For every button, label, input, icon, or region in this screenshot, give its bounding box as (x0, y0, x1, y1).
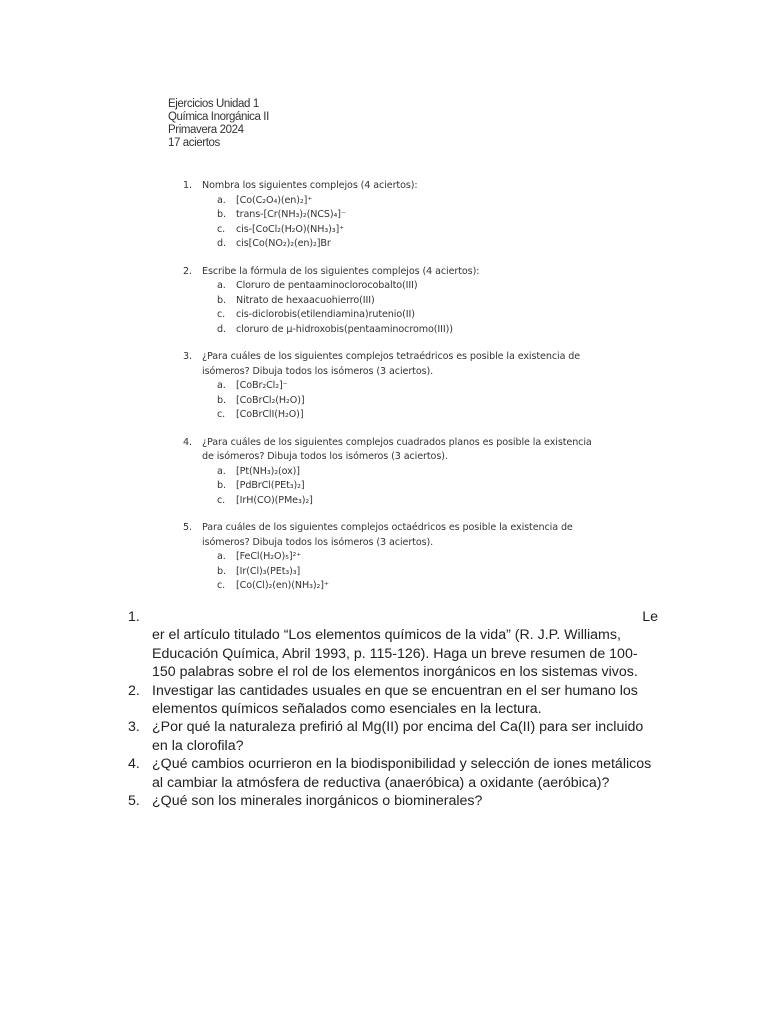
list-item (128, 718, 658, 755)
list-item: c. [Co(Cl)₂(en)(NH₃)₂]⁺ (217, 580, 329, 591)
list-item: b. Nitrato de hexaacuohierro(III) (217, 294, 375, 306)
header-title: Ejercicios Unidad 1 (168, 98, 259, 110)
exercise-text: Escribe la fórmula de los siguientes complejos (4 aciertos): (202, 265, 480, 277)
list-item: c. cis-diclorobis(etilendiamina)rutenio(II) (217, 309, 415, 320)
list-item (128, 755, 658, 792)
exercise-text: Nombra los siguientes complejos (4 aciertos): (202, 180, 418, 191)
exercise-2 (183, 265, 603, 338)
list-item: c. [IrH(CO)(PMe₃)₂] (217, 494, 313, 506)
first-word: Le (642, 609, 658, 625)
scanned-exercise-list (183, 179, 603, 607)
list-item (128, 792, 658, 810)
list-item: b. [PdBrCl(PEt₃)₂] (217, 480, 305, 491)
item-text: ¿Qué cambios ocurrieron en la biodisponibilidad y selección de iones metálicos al cambiar la atmósfera de reductiva (anaeróbica) a oxidante (aeróbica)? (152, 756, 652, 791)
reading-questions-list (128, 608, 658, 810)
list-item: b. [CoBrCl₂(H₂O)] (217, 394, 305, 406)
exercise-5 (183, 521, 603, 594)
exercise-number: 3. (183, 351, 192, 362)
list-item: d. cis[Co(NO₂)₂(en)₂]Br (217, 238, 331, 249)
header-term: Primavera 2024 (168, 124, 244, 136)
exercise-text: ¿Para cuáles de los siguientes complejos cuadrados planos es posible la existencia (202, 436, 592, 448)
list-item: a. [FeCl(H₂O)₅]²⁺ (217, 551, 302, 562)
list-item (128, 608, 658, 682)
header-points: 17 aciertos (168, 137, 220, 149)
item-text: Investigar las cantidades usuales en que se encuentran en el ser humano los elementos químicos señalados como esenciales en la lectura. (152, 682, 638, 718)
list-item: b. [Ir(Cl)₃(PEt₃)₃] (217, 565, 301, 577)
item-number: 4. (128, 756, 140, 773)
item-text: ¿Qué son los minerales inorgánicos o biominerales? (152, 793, 483, 810)
exercise-text: Para cuáles de los siguientes complejos octaédricos es posible la existencia de (202, 522, 573, 533)
list-item: a. [Pt(NH₃)₂(ox)] (217, 465, 300, 477)
item-number: 1. (128, 609, 140, 625)
item-number: 5. (128, 793, 140, 810)
list-item: a. [CoBr₂Cl₂]⁻ (217, 380, 288, 391)
item-number: 2. (128, 682, 140, 699)
exercise-4 (183, 436, 603, 509)
list-item: c. cis-[CoCl₂(H₂O)(NH₃)₃]⁺ (217, 223, 345, 235)
exercise-3 (183, 350, 603, 423)
exercise-text: isómeros? Dibuja todos los isómeros (3 aciertos). (202, 536, 434, 548)
list-item: c. [CoBrClI(H₂O)] (217, 409, 304, 420)
exercise-number: 5. (183, 522, 192, 533)
item-text: ¿Por qué la naturaleza prefirió al Mg(II) por encima del Ca(II) para ser incluido en la clorofila? (152, 719, 644, 754)
exercise-text: ¿Para cuáles de los siguientes complejos tetraédricos es posible la existencia de (202, 351, 581, 362)
exercise-number: 1. (183, 180, 192, 191)
exercise-text: isómeros? Dibuja todos los isómeros (3 aciertos). (202, 365, 434, 377)
exercise-number: 2. (183, 265, 192, 277)
list-item: a. [Co(C₂O₄)(en)₂]⁺ (217, 194, 313, 206)
exercise-text: de isómeros? Dibuja todos los isómeros (3 aciertos). (202, 451, 448, 462)
document-header (168, 98, 269, 150)
item-text: er el artículo titulado “Los elementos químicos de la vida” (R. J.P. Williams, Educación Química, Abril 1993, p. 115-126). Haga un breve resumen de 100-150 palabras sobre el rol de los elementos inorgánicos en los sistemas vivos. (152, 627, 638, 681)
list-item: a. Cloruro de pentaaminoclorocobalto(III) (217, 280, 418, 291)
list-item (128, 682, 658, 719)
exercise-1 (183, 179, 603, 252)
header-course: Química Inorgánica II (168, 111, 269, 123)
item-number: 3. (128, 719, 140, 736)
list-item: d. cloruro de μ-hidroxobis(pentaaminocromo(III)) (217, 323, 453, 335)
list-item: b. trans-[Cr(NH₃)₂(NCS)₄]⁻ (217, 209, 346, 220)
exercise-number: 4. (183, 436, 192, 448)
